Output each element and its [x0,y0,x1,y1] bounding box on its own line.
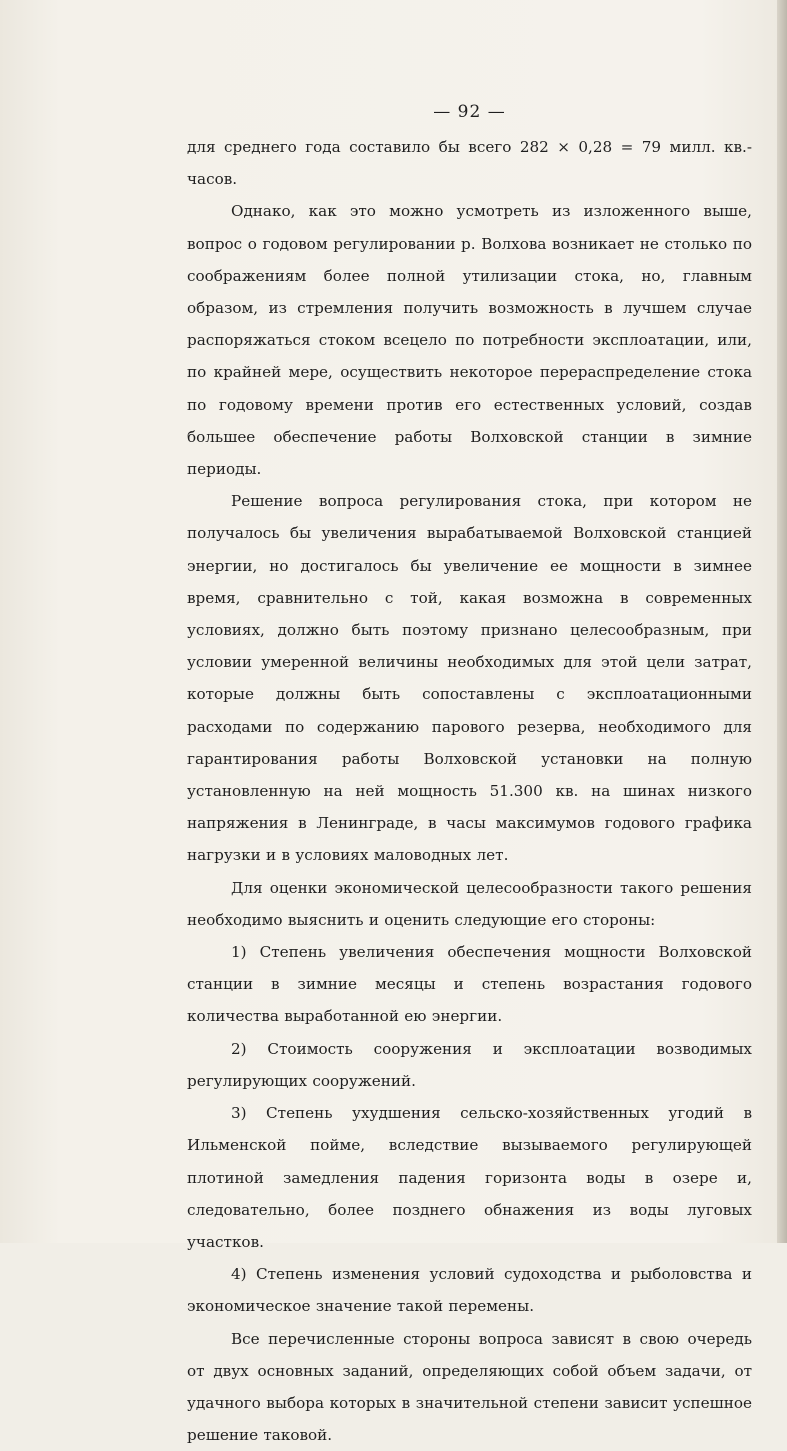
paragraph-annual-regulation: Однако, как это можно усмотреть из изложенного выше, вопрос о годовом регулировании р. Волхова возникает не столько по соображениям более полной утилизации стока, но, главным образом, из стремления получить возможность в лучшем случае распоряжаться стоком всецело по потребности эксплоатации, или, по крайней мере, осуществить некоторое перераспределение стока по годовому времени против его естественных условий, создав большее обеспечение работы Волховской станции в зимние периоды. [187,202,752,479]
page-number: — 92 — [433,102,506,122]
paragraph-continuation: для среднего года составило бы всего 282 × 0,28 = 79 милл. кв.-часов. [187,138,752,189]
page-edge-shadow [777,0,787,1243]
paragraph-regulation-solution: Решение вопроса регулирования стока, при котором не получалось бы увеличения вырабатываемой Волховской станцией энергии, но достигалось бы увеличение ее мощности в зимнее время, сравнительно с той, какая возможна в современных условиях, должно быть поэтому признано целесообразным, при условии умеренной величины необходимых для этой цели затрат, которые должны быть сопоставлены с эксплоатационными расходами по содержанию парового резерва, необходимого для гарантирования работы Волховской установки на полную установленную на ней мощность 51.300 кв. на шинах низкого напряжения в Ленинграде, в часы максимумов годового графика нагрузки и в условиях маловодных лет. [187,492,752,865]
paragraph-economic-assessment: Для оценки экономической целесообразности такого решения необходимо выяснить и оценить следующие его стороны: [187,878,752,929]
list-item-1: 1) Степень увеличения обеспечения мощности Волховской станции в зимние месяцы и степень возрастания годового количества выработанной ею энергии. [187,943,752,1026]
paragraph-conclusion: Все перечисленные стороны вопроса зависят в свою очередь от двух основных заданий, определяющих собой объем задачи, от удачного выбора которых в значительной степени зависит успешное решение таковой. [187,1329,752,1445]
list-item-3: 3) Степень ухудшения сельско-хозяйственных угодий в Ильменской пойме, вследствие вызываемого регулирующей плотиной замедления падения горизонта воды в озере и, следовательно, более позднего обнажения из воды луговых участков. [187,1104,752,1251]
list-item-4: 4) Степень изменения условий судоходства и рыболовства и экономическое значение такой перемены. [187,1265,752,1316]
page-text-block [187,97,752,1451]
list-item-2: 2) Стоимость сооружения и эксплоатации возводимых регулирующих сооружений. [187,1039,752,1090]
